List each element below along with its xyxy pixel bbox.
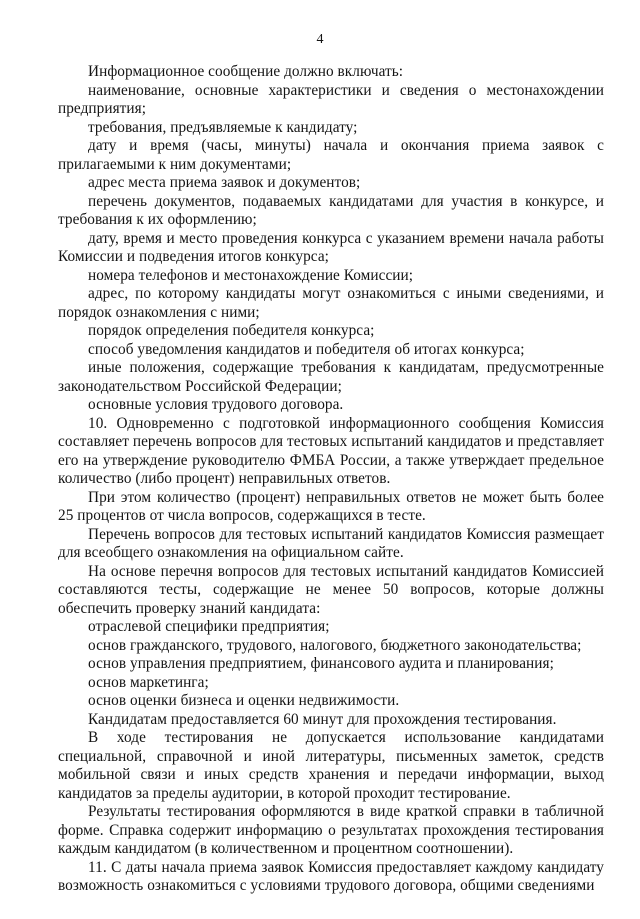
paragraph: основ маркетинга; (88, 673, 209, 691)
paragraph: В ходе тестирования не допускается использование кандидатами специальной, справочной и иной литературы, письменных заметок, средств мобильной связи и иных средств хранения и передачи информации, выход кандидатов за пределы аудитории, в которой проходит тестирование. (58, 729, 604, 802)
paragraph: дату, время и место проведения конкурса с указанием времени начала работы Комиссии и подведения итогов конкурса; (58, 229, 604, 265)
paragraph: перечень документов, подаваемых кандидатами для участия в конкурсе, и требования к их оформлению; (58, 192, 604, 228)
paragraph: основ управления предприятием, финансового аудита и планирования; (88, 655, 554, 672)
paragraph: основные условия трудового договора. (88, 396, 344, 413)
page-number: 4 (316, 32, 324, 47)
paragraph: требования, предъявляемые к кандидату; (88, 118, 358, 136)
paragraph: Информационное сообщение должно включать: (88, 63, 404, 80)
paragraph: 10. Одновременно с подготовкой информационного сообщения Комиссия составляет перечень вопросов для тестовых испытаний кандидатов и представляет его на утверждение руководителю ФМБА России, а также утверждает предельное количество (либо процент) неправильных ответов. (58, 414, 604, 487)
paragraph: отраслевой специфики предприятия; (88, 618, 330, 635)
paragraph: адрес места приема заявок и документов; (88, 174, 361, 191)
paragraph: адрес, по которому кандидаты могут ознакомиться с иными сведениями, и порядок ознакомления с ними; (58, 285, 604, 321)
paragraph: 11. С даты начала приема заявок Комиссия предоставляет каждому кандидату возможность ознакомиться с условиями трудового договора, общими сведениями (58, 858, 604, 894)
paragraph: Перечень вопросов для тестовых испытаний кандидатов Комиссия размещает для всеобщего ознакомления на официальном сайте. (58, 525, 604, 561)
paragraph: При этом количество (процент) неправильных ответов не может быть более 25 процентов от числа вопросов, содержащихся в тесте. (58, 488, 604, 524)
paragraph: дату и время (часы, минуты) начала и окончания приема заявок с прилагаемыми к ним документами; (58, 137, 604, 173)
document-body (58, 63, 604, 896)
paragraph: номера телефонов и местонахождение Комиссии; (88, 266, 414, 284)
paragraph: Результаты тестирования оформляются в виде краткой справки в табличной форме. Справка содержит информацию о результатах прохождения тестирования каждым кандидатом (в количественном и процентном соотношении). (58, 803, 604, 857)
paragraph: порядок определения победителя конкурса; (88, 322, 375, 339)
paragraph: наименование, основные характеристики и сведения о местонахождении предприятия; (58, 81, 604, 117)
paragraph: основ оценки бизнеса и оценки недвижимости. (88, 692, 400, 709)
paragraph: Кандидатам предоставляется 60 минут для прохождения тестирования. (88, 710, 557, 728)
paragraph: На основе перечня вопросов для тестовых испытаний кандидатов Комиссией составляются тесты, содержащие не менее 50 вопросов, которые должны обеспечить проверку знаний кандидата: (58, 562, 604, 617)
paragraph: иные положения, содержащие требования к кандидатам, предусмотренные законодательством Российской Федерации; (58, 359, 604, 395)
paragraph: способ уведомления кандидатов и победителя об итогах конкурса; (88, 340, 525, 358)
paragraph: основ гражданского, трудового, налогового, бюджетного законодательства; (88, 636, 582, 654)
